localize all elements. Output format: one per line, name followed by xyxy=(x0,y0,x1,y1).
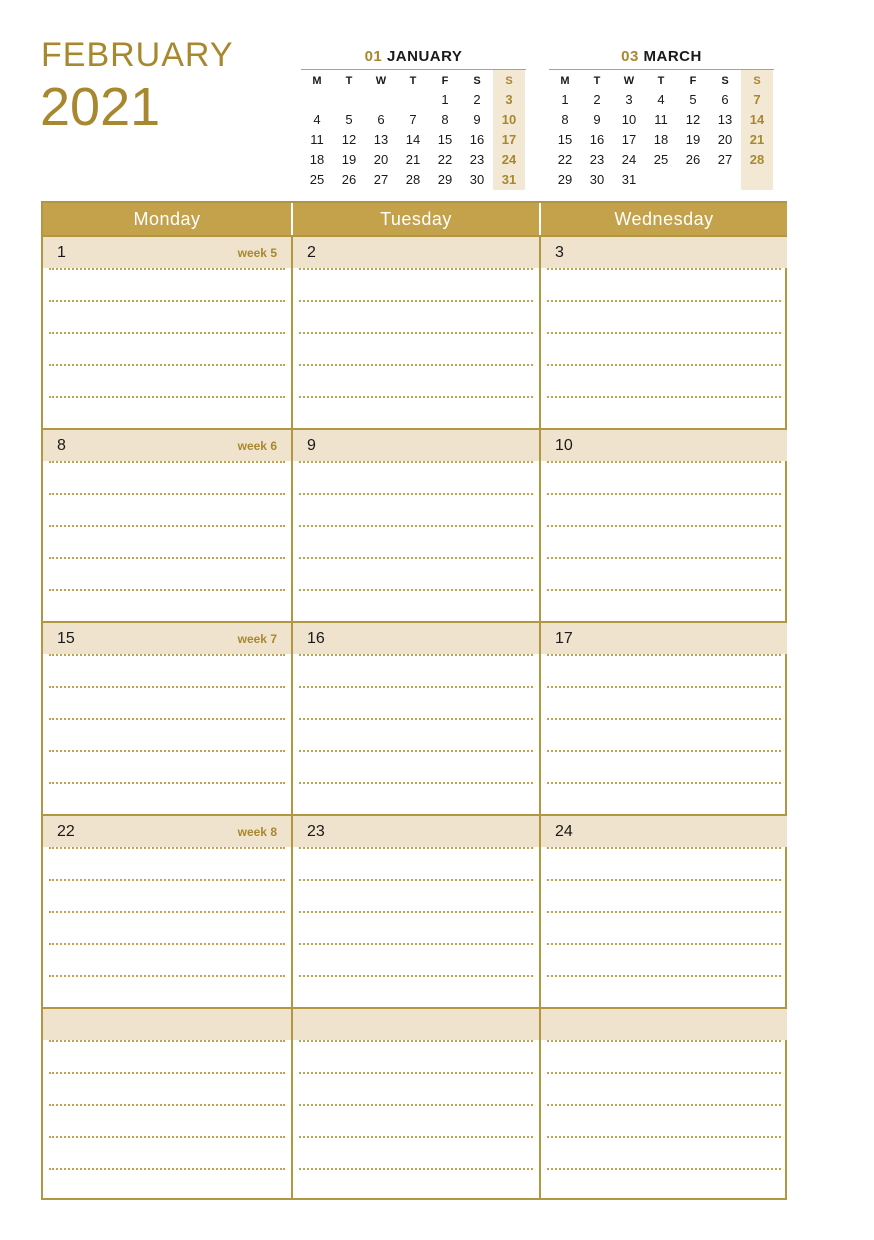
mini-calendar-day: 19 xyxy=(685,132,701,147)
writing-line[interactable] xyxy=(49,782,285,784)
mini-calendar-day: 5 xyxy=(345,112,353,127)
mini-calendar-day: 6 xyxy=(721,92,729,107)
writing-line[interactable] xyxy=(49,364,285,366)
writing-line[interactable] xyxy=(547,557,781,559)
date-number: 9 xyxy=(307,437,316,454)
mini-calendar-day: 3 xyxy=(625,92,633,107)
week-number-label: week 6 xyxy=(237,439,277,453)
writing-line[interactable] xyxy=(49,975,285,977)
date-band xyxy=(43,816,291,847)
mini-calendar-day: 1 xyxy=(561,92,569,107)
mini-calendar-title xyxy=(549,47,774,70)
mini-calendar-weekday: M xyxy=(560,75,570,87)
day-cell[interactable] xyxy=(291,623,539,814)
writing-line[interactable] xyxy=(49,718,285,720)
week-row xyxy=(43,1007,787,1198)
writing-line[interactable] xyxy=(547,943,781,945)
mini-calendar-day: 28 xyxy=(741,150,773,170)
mini-calendar-day: 25 xyxy=(309,172,325,187)
writing-line[interactable] xyxy=(299,686,533,688)
mini-calendar-weekday: S xyxy=(473,75,481,87)
mini-calendar-day xyxy=(645,170,677,190)
writing-line[interactable] xyxy=(49,911,285,913)
mini-calendar-day: 7 xyxy=(409,112,417,127)
date-number: 2 xyxy=(307,244,316,261)
writing-line[interactable] xyxy=(299,461,533,463)
writing-line[interactable] xyxy=(49,525,285,527)
mini-calendar-day: 24 xyxy=(621,152,637,167)
mini-calendar-weekday: S xyxy=(741,70,773,90)
mini-calendar-day: 10 xyxy=(621,112,637,127)
mini-calendar-weekday: M xyxy=(312,75,322,87)
writing-line[interactable] xyxy=(547,847,781,849)
writing-line[interactable] xyxy=(49,493,285,495)
date-number: 17 xyxy=(555,630,573,647)
writing-line[interactable] xyxy=(299,300,533,302)
writing-line[interactable] xyxy=(49,879,285,881)
mini-calendar-month-name: JANUARY xyxy=(386,48,463,65)
date-band xyxy=(541,237,787,268)
date-band xyxy=(541,816,787,847)
mini-calendar-day: 9 xyxy=(593,112,601,127)
mini-calendar-day: 4 xyxy=(313,112,321,127)
writing-line[interactable] xyxy=(49,396,285,398)
mini-calendar-day: 22 xyxy=(437,152,453,167)
day-cell[interactable] xyxy=(43,237,291,428)
day-cell[interactable] xyxy=(43,1009,291,1198)
writing-line[interactable] xyxy=(299,1168,533,1170)
mini-calendar-day: 12 xyxy=(685,112,701,127)
writing-line[interactable] xyxy=(547,589,781,591)
day-cell[interactable] xyxy=(43,623,291,814)
date-number: 1 xyxy=(57,244,66,261)
writing-line[interactable] xyxy=(547,911,781,913)
mini-calendar-weekday: S xyxy=(721,75,729,87)
mini-calendar-weekday: T xyxy=(409,75,417,87)
mini-calendar-month-name: MARCH xyxy=(643,48,702,65)
writing-line[interactable] xyxy=(299,847,533,849)
date-band xyxy=(293,430,539,461)
mini-calendar-grid xyxy=(549,70,774,190)
writing-line[interactable] xyxy=(299,718,533,720)
mini-calendar-day: 3 xyxy=(493,90,525,110)
mini-calendar-weekday: F xyxy=(441,75,449,87)
mini-calendar-day: 15 xyxy=(557,132,573,147)
writing-line[interactable] xyxy=(299,493,533,495)
mini-calendar-day: 12 xyxy=(341,132,357,147)
mini-calendar-day xyxy=(397,90,429,110)
writing-line[interactable] xyxy=(299,396,533,398)
mini-calendar-day: 8 xyxy=(561,112,569,127)
writing-line[interactable] xyxy=(299,782,533,784)
date-band xyxy=(43,1009,291,1040)
mini-calendar-day: 19 xyxy=(341,152,357,167)
mini-calendar-day: 2 xyxy=(473,92,481,107)
date-number: 15 xyxy=(57,630,75,647)
day-header-monday: Monday xyxy=(133,209,201,229)
mini-calendar-day: 29 xyxy=(437,172,453,187)
date-number: 10 xyxy=(555,437,573,454)
writing-line[interactable] xyxy=(547,1104,781,1106)
date-band xyxy=(541,623,787,654)
day-cell[interactable] xyxy=(539,1009,787,1198)
writing-line[interactable] xyxy=(49,300,285,302)
week-row xyxy=(43,621,787,814)
mini-calendar-day: 29 xyxy=(557,172,573,187)
mini-calendar-day: 16 xyxy=(589,132,605,147)
writing-line[interactable] xyxy=(547,461,781,463)
day-cell[interactable] xyxy=(539,237,787,428)
mini-calendar-day: 9 xyxy=(473,112,481,127)
date-band xyxy=(43,237,291,268)
writing-line[interactable] xyxy=(547,718,781,720)
mini-calendar-day: 27 xyxy=(373,172,389,187)
writing-line[interactable] xyxy=(49,268,285,270)
writing-line[interactable] xyxy=(547,782,781,784)
writing-line[interactable] xyxy=(49,589,285,591)
writing-line[interactable] xyxy=(49,461,285,463)
mini-calendar-day: 17 xyxy=(493,130,525,150)
mini-calendar-day: 26 xyxy=(341,172,357,187)
mini-calendar-weekday: W xyxy=(623,75,635,87)
mini-calendar-day: 30 xyxy=(469,172,485,187)
mini-calendar-day: 1 xyxy=(441,92,449,107)
writing-line[interactable] xyxy=(547,396,781,398)
mini-calendar-weekday: T xyxy=(657,75,665,87)
writing-line[interactable] xyxy=(49,654,285,656)
mini-calendar-day: 15 xyxy=(437,132,453,147)
writing-line[interactable] xyxy=(547,1040,781,1042)
mini-calendar-weekday: S xyxy=(493,70,525,90)
week-number-label: week 7 xyxy=(237,632,277,646)
date-band xyxy=(43,623,291,654)
day-cell[interactable] xyxy=(539,430,787,621)
writing-line[interactable] xyxy=(49,1168,285,1170)
mini-calendar-day: 28 xyxy=(405,172,421,187)
mini-calendar-day: 25 xyxy=(653,152,669,167)
mini-calendar-day: 31 xyxy=(621,172,637,187)
mini-calendar-day: 2 xyxy=(593,92,601,107)
mini-calendar-day: 11 xyxy=(654,112,668,127)
year-title: 2021 xyxy=(40,77,161,137)
mini-calendar-day: 31 xyxy=(493,170,525,190)
writing-line[interactable] xyxy=(547,493,781,495)
mini-calendar-month-number: 03 xyxy=(621,48,639,65)
mini-calendar-day xyxy=(709,170,741,190)
week-row xyxy=(43,235,787,428)
writing-line[interactable] xyxy=(49,557,285,559)
date-band xyxy=(293,623,539,654)
mini-calendar-day: 23 xyxy=(469,152,485,167)
mini-calendar-day: 24 xyxy=(493,150,525,170)
week-number-label: week 5 xyxy=(237,246,277,260)
writing-line[interactable] xyxy=(299,268,533,270)
writing-line[interactable] xyxy=(547,1168,781,1170)
date-band xyxy=(541,430,787,461)
date-number: 23 xyxy=(307,823,325,840)
date-number: 8 xyxy=(57,437,66,454)
writing-line[interactable] xyxy=(547,686,781,688)
day-cell[interactable] xyxy=(291,237,539,428)
mini-calendar-day: 21 xyxy=(741,130,773,150)
mini-calendar-day: 13 xyxy=(717,112,733,127)
writing-line[interactable] xyxy=(299,557,533,559)
writing-line[interactable] xyxy=(299,525,533,527)
writing-line[interactable] xyxy=(49,686,285,688)
day-cell[interactable] xyxy=(539,816,787,1007)
writing-line[interactable] xyxy=(49,1040,285,1042)
mini-calendar-day: 27 xyxy=(717,152,733,167)
mini-calendar-day: 16 xyxy=(469,132,485,147)
writing-line[interactable] xyxy=(299,1040,533,1042)
week-row xyxy=(43,814,787,1007)
mini-calendar-day xyxy=(741,170,773,190)
mini-calendar-day: 30 xyxy=(589,172,605,187)
writing-line[interactable] xyxy=(299,1072,533,1074)
writing-line[interactable] xyxy=(547,1136,781,1138)
writing-line[interactable] xyxy=(49,1072,285,1074)
writing-line[interactable] xyxy=(299,975,533,977)
writing-line[interactable] xyxy=(49,750,285,752)
writing-line[interactable] xyxy=(299,943,533,945)
date-band xyxy=(541,1009,787,1040)
mini-calendar-day: 10 xyxy=(493,110,525,130)
writing-line[interactable] xyxy=(299,879,533,881)
writing-line[interactable] xyxy=(547,364,781,366)
mini-calendar-day: 7 xyxy=(741,90,773,110)
date-number: 24 xyxy=(555,823,573,840)
day-cell[interactable] xyxy=(539,623,787,814)
day-cell[interactable] xyxy=(291,430,539,621)
mini-calendar-day xyxy=(301,90,333,110)
mini-calendar-day: 4 xyxy=(657,92,665,107)
mini-calendar-day xyxy=(677,170,709,190)
day-header-wednesday: Wednesday xyxy=(539,203,787,235)
date-number: 16 xyxy=(307,630,325,647)
date-band xyxy=(43,430,291,461)
writing-line[interactable] xyxy=(299,589,533,591)
planner-grid xyxy=(41,201,787,1200)
writing-line[interactable] xyxy=(547,654,781,656)
mini-calendar-day: 22 xyxy=(557,152,573,167)
mini-calendar-weekday: T xyxy=(345,75,353,87)
mini-calendar-january xyxy=(301,47,526,190)
date-band xyxy=(293,816,539,847)
date-number: 3 xyxy=(555,244,564,261)
writing-line[interactable] xyxy=(547,300,781,302)
day-header-bar xyxy=(43,203,787,235)
writing-line[interactable] xyxy=(49,332,285,334)
writing-line[interactable] xyxy=(49,943,285,945)
writing-line[interactable] xyxy=(299,1104,533,1106)
day-cell[interactable] xyxy=(291,1009,539,1198)
date-number: 22 xyxy=(57,823,75,840)
mini-calendar-day: 8 xyxy=(441,112,449,127)
writing-line[interactable] xyxy=(49,1136,285,1138)
mini-calendar-day: 5 xyxy=(689,92,697,107)
mini-calendar-day: 20 xyxy=(373,152,389,167)
writing-line[interactable] xyxy=(547,332,781,334)
writing-line[interactable] xyxy=(299,332,533,334)
date-band xyxy=(293,1009,539,1040)
mini-calendar-day: 18 xyxy=(309,152,325,167)
writing-line[interactable] xyxy=(547,879,781,881)
week-number-label: week 8 xyxy=(237,825,277,839)
day-header-tuesday: Tuesday xyxy=(291,203,539,235)
mini-calendar-day xyxy=(333,90,365,110)
writing-line[interactable] xyxy=(299,364,533,366)
mini-calendar-weekday: F xyxy=(689,75,697,87)
mini-calendar-day: 14 xyxy=(741,110,773,130)
mini-calendar-title xyxy=(301,47,526,70)
writing-line[interactable] xyxy=(547,268,781,270)
mini-calendar-day: 11 xyxy=(310,132,324,147)
mini-calendar-month-number: 01 xyxy=(364,48,383,65)
day-cell[interactable] xyxy=(43,816,291,1007)
writing-line[interactable] xyxy=(299,750,533,752)
writing-line[interactable] xyxy=(299,654,533,656)
mini-calendar-day: 23 xyxy=(589,152,605,167)
month-title: FEBRUARY xyxy=(41,36,234,74)
writing-line[interactable] xyxy=(299,1136,533,1138)
writing-line[interactable] xyxy=(547,975,781,977)
writing-line[interactable] xyxy=(299,911,533,913)
mini-calendar-weekday: W xyxy=(375,75,387,87)
mini-calendar-day: 17 xyxy=(621,132,637,147)
writing-line[interactable] xyxy=(49,1104,285,1106)
mini-calendar-day: 13 xyxy=(373,132,389,147)
day-cell[interactable] xyxy=(43,430,291,621)
mini-calendar-day: 26 xyxy=(685,152,701,167)
mini-calendar-day: 6 xyxy=(377,112,385,127)
day-cell[interactable] xyxy=(291,816,539,1007)
mini-calendar-day xyxy=(365,90,397,110)
mini-calendar-march xyxy=(549,47,774,190)
mini-calendar-day: 21 xyxy=(405,152,421,167)
mini-calendar-day: 18 xyxy=(653,132,669,147)
mini-calendar-grid xyxy=(301,70,526,190)
writing-line[interactable] xyxy=(547,525,781,527)
mini-calendar-day: 14 xyxy=(405,132,421,147)
week-row xyxy=(43,428,787,621)
mini-calendar-weekday: T xyxy=(593,75,601,87)
mini-calendar-day: 20 xyxy=(717,132,733,147)
writing-line[interactable] xyxy=(547,750,781,752)
date-band xyxy=(293,237,539,268)
writing-line[interactable] xyxy=(547,1072,781,1074)
writing-line[interactable] xyxy=(49,847,285,849)
